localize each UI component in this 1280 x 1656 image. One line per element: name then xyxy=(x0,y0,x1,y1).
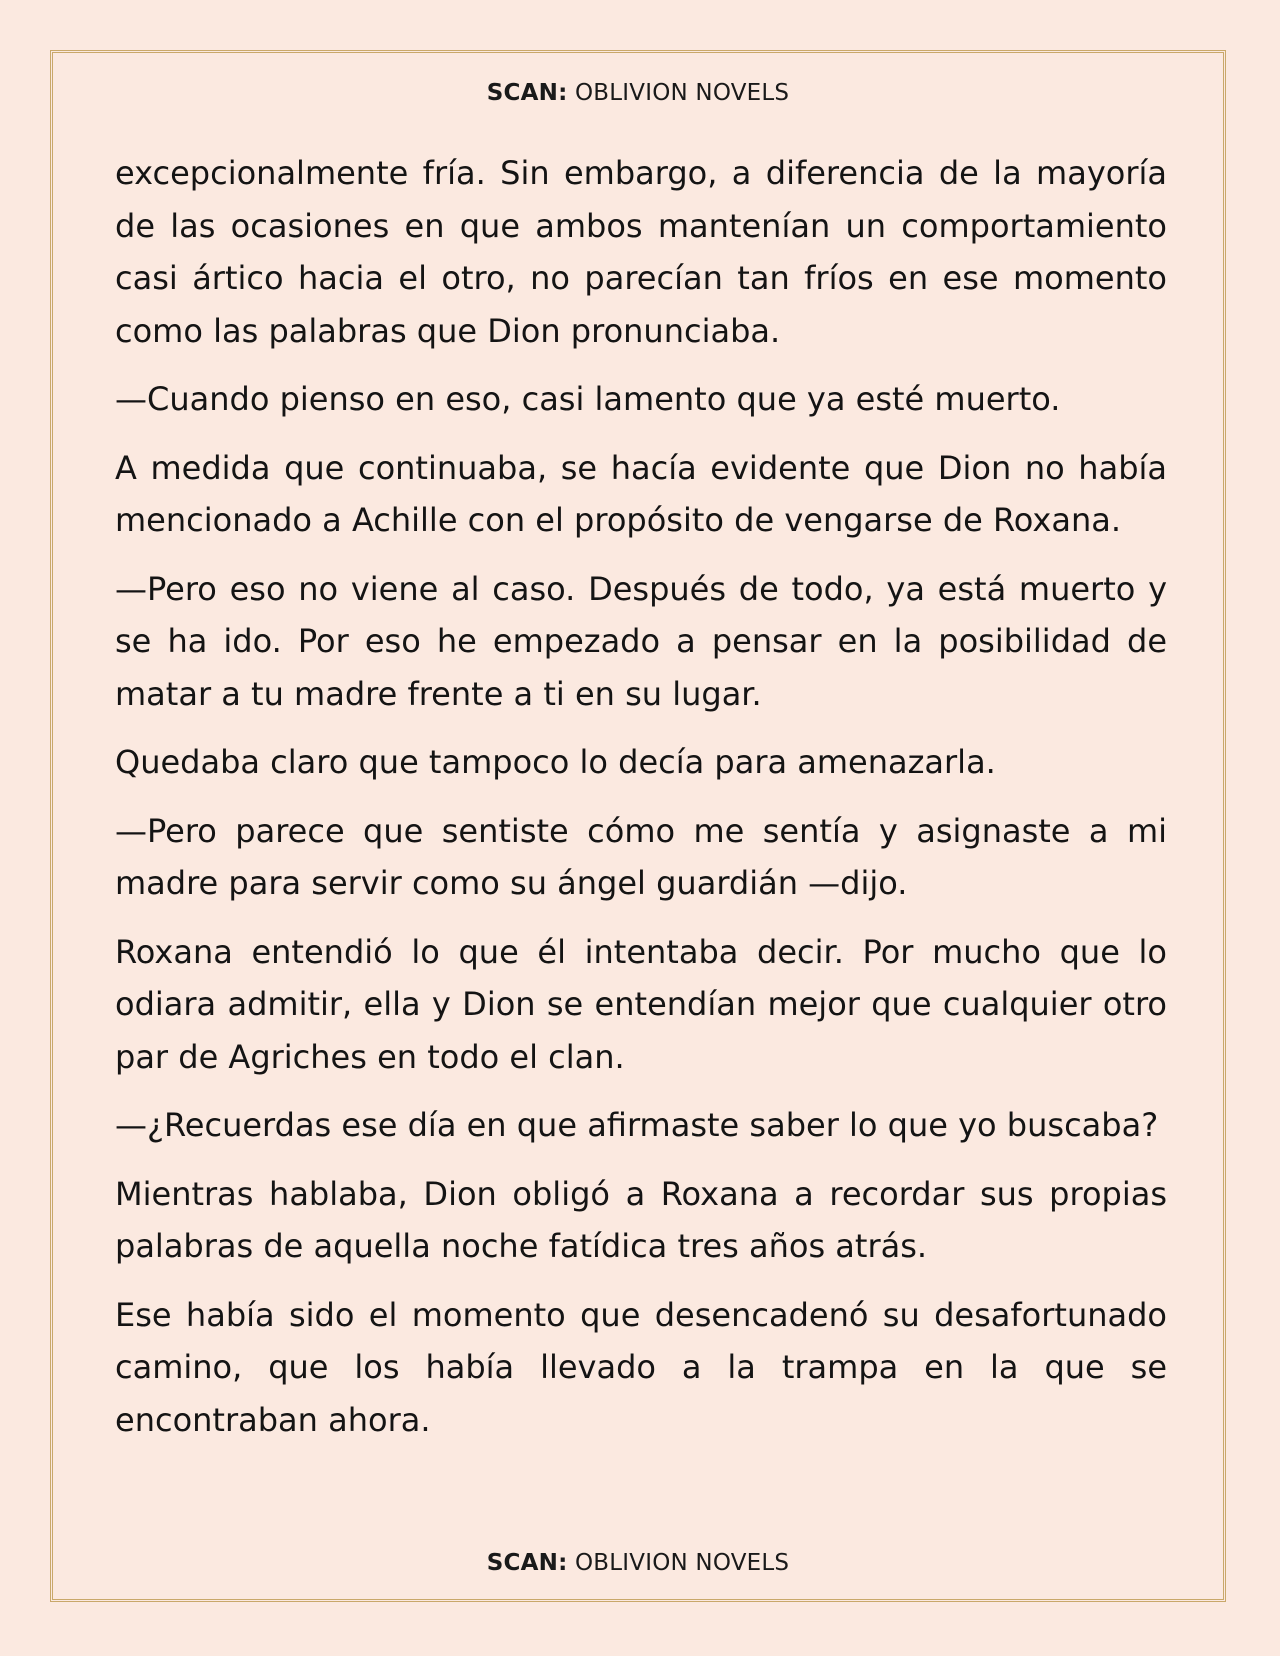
header-credit: OBLIVION NOVELS xyxy=(567,80,790,106)
paragraph: Quedaba claro que tampoco lo decía para amenazarla. xyxy=(115,743,996,781)
paragraph: Roxana entendió lo que él intentaba decir. Por mucho que lo odiara admitir, ella y Dion se entendían mejor que cualquier otro par de Agriches en todo el clan. xyxy=(115,932,1167,1076)
paragraph: A medida que continuaba, se hacía evidente que Dion no había mencionado a Achille con el propósito de vengarse de Roxana. xyxy=(115,448,1167,539)
paragraph: —Pero parece que sentiste cómo me sentía y asignaste a mi madre para servir como su ángel guardián —dijo. xyxy=(115,811,1167,902)
page-body xyxy=(115,147,1167,1462)
footer-credit: OBLIVION NOVELS xyxy=(567,1550,790,1576)
paragraph: —Cuando pienso en eso, casi lamento que ya esté muerto. xyxy=(115,380,1061,418)
page-footer xyxy=(53,1550,1223,1576)
paragraph: Ese había sido el momento que desencadenó su desafortunado camino, que los había llevado a la trampa en la que se encontraban ahora. xyxy=(115,1295,1167,1439)
paragraph: —¿Recuerdas ese día en que afirmaste saber lo que yo buscaba? xyxy=(115,1106,1159,1144)
paragraph: —Pero eso no viene al caso. Después de todo, ya está muerto y se ha ido. Por eso he empezado a pensar en la posibilidad de matar a tu madre frente a ti en su lugar. xyxy=(115,569,1167,713)
header-scan-label: SCAN: xyxy=(486,80,568,106)
paragraph: Mientras hablaba, Dion obligó a Roxana a recordar sus propias palabras de aquella noche fatídica tres años atrás. xyxy=(115,1174,1167,1265)
page-header xyxy=(53,80,1223,106)
footer-scan-label: SCAN: xyxy=(486,1550,568,1576)
paragraph: excepcionalmente fría. Sin embargo, a diferencia de la mayoría de las ocasiones en que ambos mantenían un comportamiento casi ártico hacia el otro, no parecían tan fríos en ese momento como las palabras que Dion pronunciaba. xyxy=(115,154,1167,350)
page-border xyxy=(50,50,1226,1602)
